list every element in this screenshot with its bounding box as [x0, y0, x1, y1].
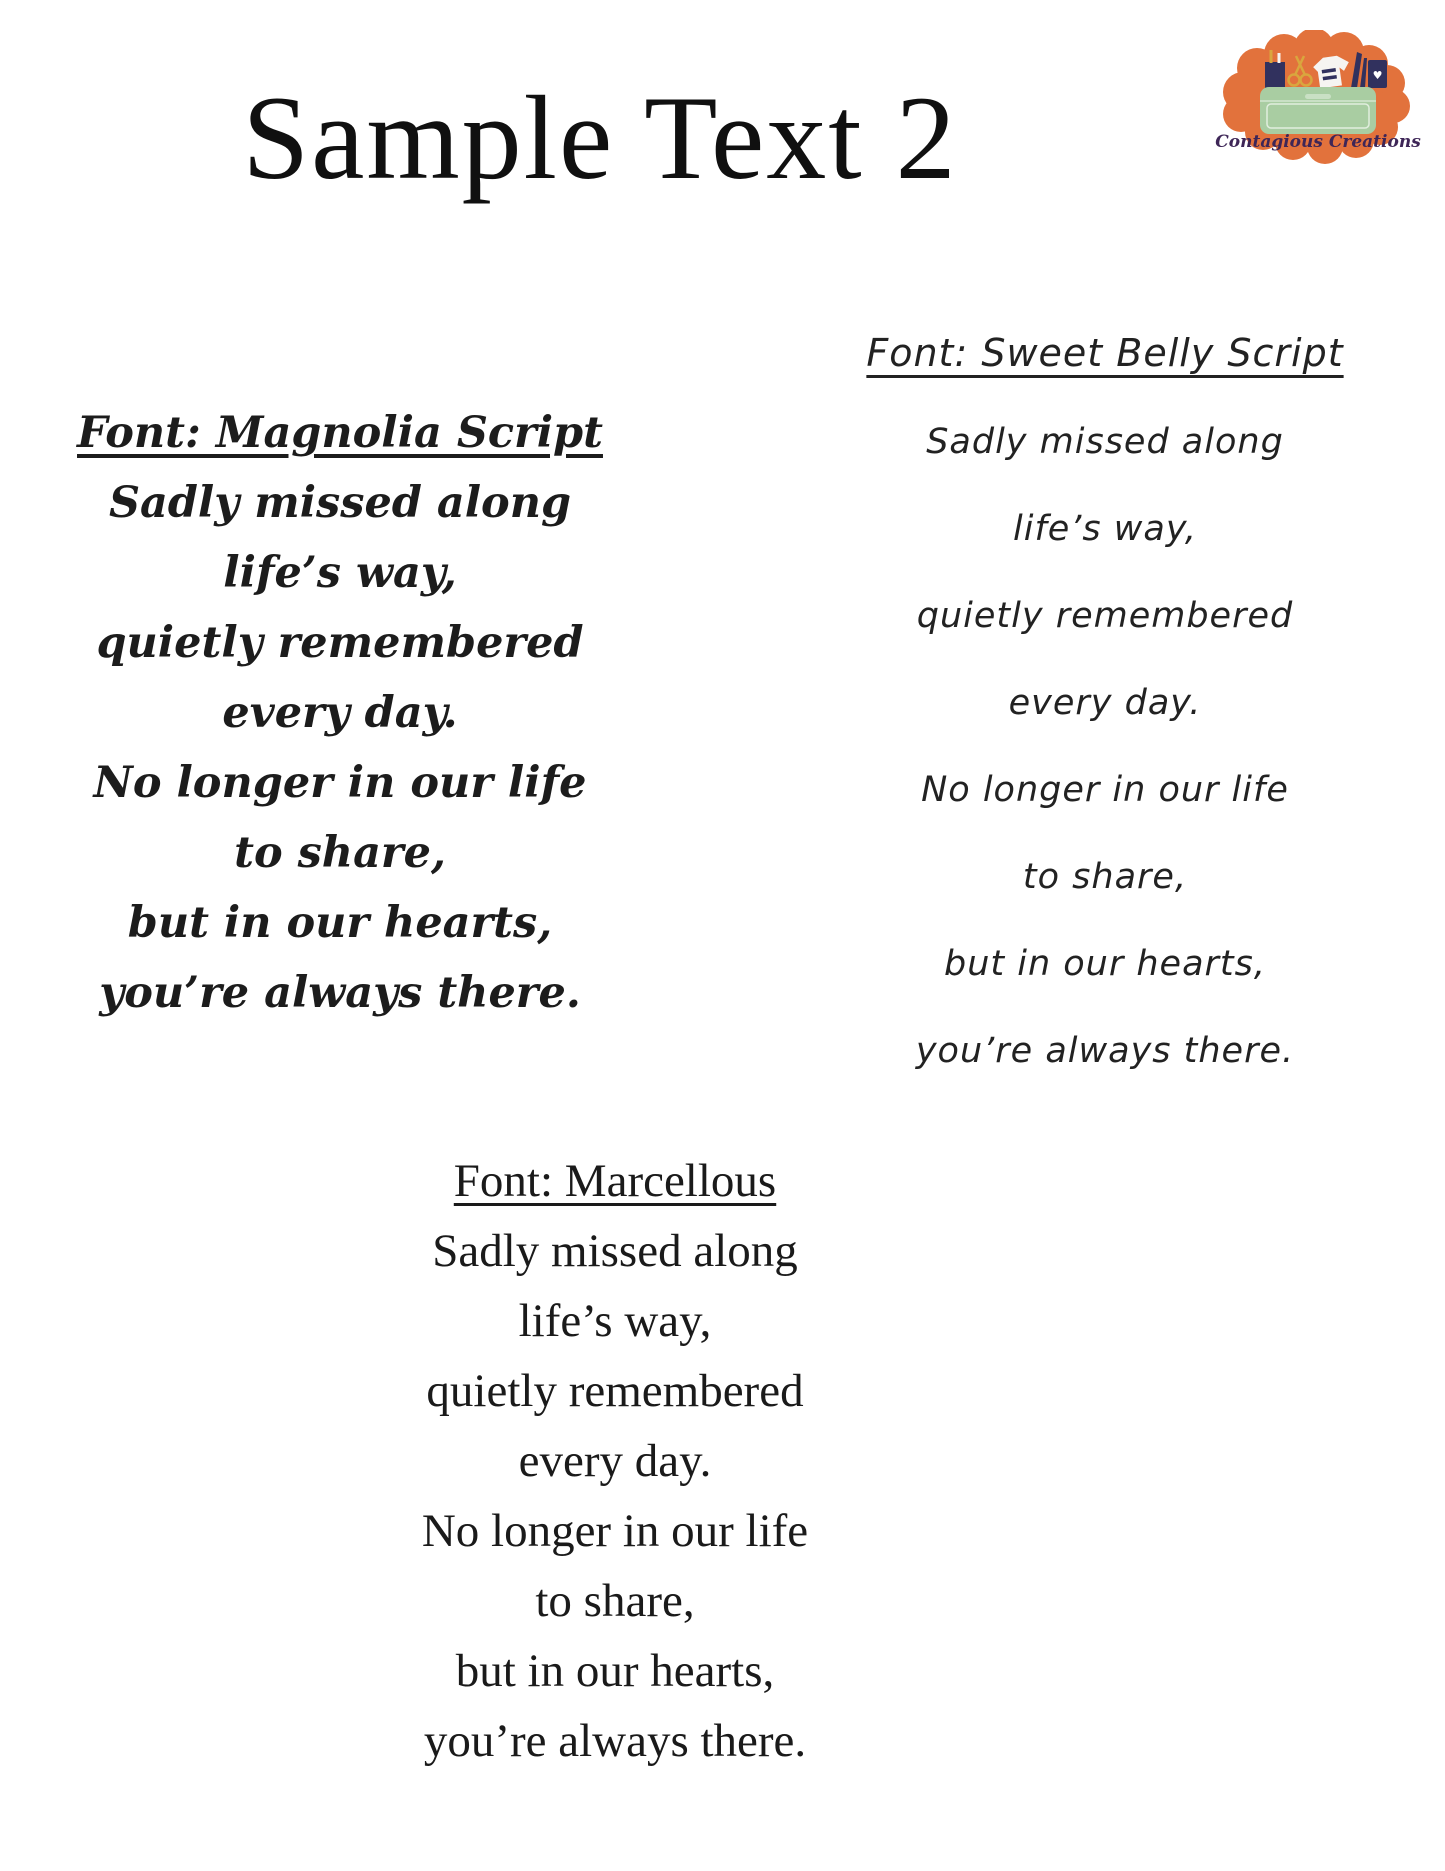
- font-heading: Font: Marcellous: [453, 1155, 777, 1207]
- poem-line: No longer in our life: [421, 1505, 809, 1557]
- poem-line: you’re always there.: [423, 1715, 807, 1767]
- font-sample-marcellous: [320, 1146, 910, 1776]
- logo-text: Contagious Creations: [1215, 132, 1421, 152]
- font-heading: Font: Magnolia Script: [77, 408, 603, 458]
- font-heading: Font: Sweet Belly Script: [866, 331, 1344, 375]
- poem-line: No longer in our life: [93, 758, 587, 808]
- poem-line: Sadly missed along: [926, 422, 1284, 462]
- poem-line: life’s way,: [223, 548, 457, 598]
- poem-line: quietly remembered: [96, 618, 584, 668]
- poem-line: quietly remembered: [916, 596, 1294, 636]
- poem-line: to share,: [535, 1575, 695, 1627]
- poem-line: you’re always there.: [915, 1031, 1295, 1071]
- poem-line: but in our hearts,: [127, 898, 553, 948]
- poem-line: every day.: [518, 1435, 712, 1487]
- page-title: Sample Text 2: [242, 71, 958, 204]
- poem-line: Sadly missed along: [432, 1225, 798, 1277]
- poem-line: No longer in our life: [921, 770, 1289, 810]
- poem-line: every day.: [222, 688, 458, 738]
- poem-line: quietly remembered: [426, 1365, 804, 1417]
- poem-line: you’re always there.: [99, 968, 581, 1018]
- contagious-creations-logo: [1205, 30, 1433, 170]
- poem-line: but in our hearts,: [943, 944, 1267, 984]
- font-sample-sweet-belly-script: [845, 312, 1365, 1095]
- notebook-heart-icon: [1368, 60, 1387, 88]
- poem-line: Sadly missed along: [108, 478, 572, 528]
- craft-logo-graphic: [1205, 30, 1433, 170]
- cutting-machine-icon: [1260, 87, 1376, 134]
- poem-line: life’s way,: [1013, 509, 1197, 549]
- poem-line: life’s way,: [518, 1295, 712, 1347]
- font-sample-magnolia-script: [55, 398, 625, 1028]
- poem-line: to share,: [234, 828, 446, 878]
- poem-line: every day.: [1008, 683, 1202, 723]
- poem-line: to share,: [1022, 857, 1188, 897]
- svg-text:♥: ♥: [1372, 69, 1383, 82]
- poem-line: but in our hearts,: [455, 1645, 775, 1697]
